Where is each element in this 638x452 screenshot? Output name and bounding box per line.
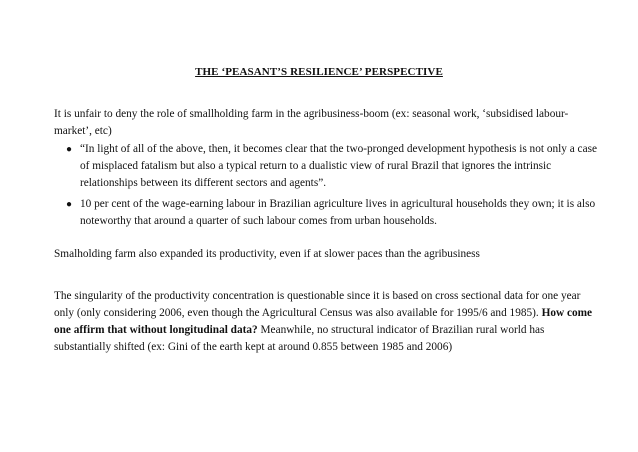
bullet-icon: ● (66, 199, 73, 210)
document-title: THE ‘PEASANT’S RESILIENCE’ PERSPECTIVE (195, 66, 443, 78)
productivity-paragraph: Smalholding farm also expanded its productivity, even if at slower paces than the agribusiness (54, 248, 480, 260)
list-item (54, 196, 600, 230)
bullet-icon: ● (66, 144, 73, 155)
paragraph-bold-question: How come one affirm that without longitudinal data? (54, 307, 593, 336)
paragraph-text-part2: Meanwhile, no structural indicator of Brazilian rural world has substantially shifted (ex: Gini of the earth kept at around 0.855 between 1985 and 2006) (54, 324, 545, 353)
singularity-paragraph (54, 288, 600, 356)
list-item (54, 141, 600, 192)
intro-paragraph: It is unfair to deny the role of smallholding farm in the agribusiness-boom (ex: seasonal work, ‘subsidised labour-market’, etc) (54, 108, 569, 137)
bullet-list (54, 141, 600, 234)
bullet-text: “In light of all of the above, then, it becomes clear that the two-pronged development hypothesis is not only a case of misplaced fatalism but also a typical return to a dualistic view of rural Brazil that ignores the intrinsic relationships between its different sectors and agents”. (80, 143, 597, 189)
bullet-text: 10 per cent of the wage-earning labour in Brazilian agriculture lives in agricultural households they own; it is also noteworthy that around a quarter of such labour comes from urban households. (80, 198, 596, 227)
paragraph-text-part1: The singularity of the productivity concentration is questionable since it is based on cross sectional data for one year only (only considering 2006, even though the Agricultural Census was also available for 1995/6 and 1985). (54, 290, 581, 319)
